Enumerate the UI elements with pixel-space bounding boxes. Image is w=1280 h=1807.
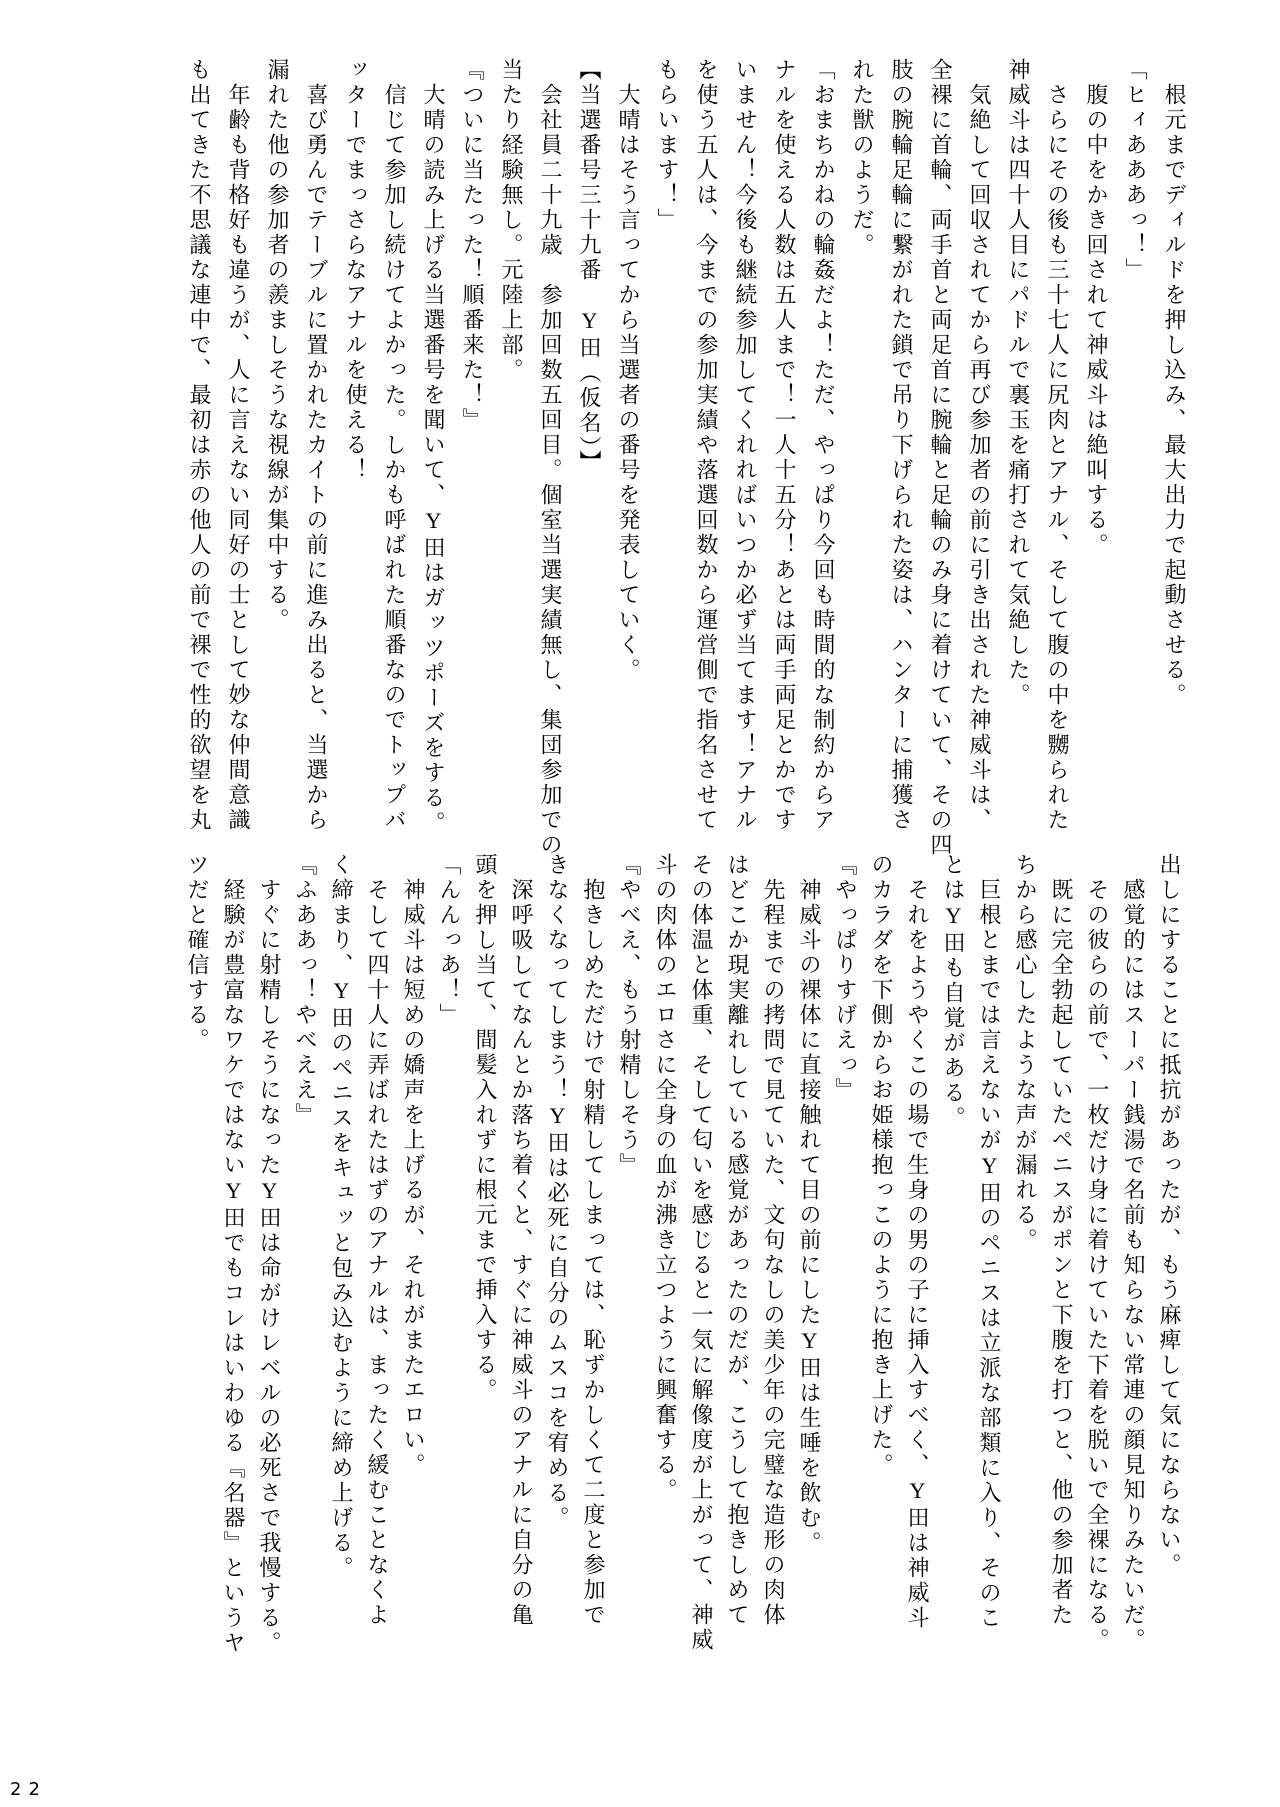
text-column: そして四十人に弄ばれたはずのアナルは、まったく緩むことなくよ <box>365 878 390 1628</box>
text-column: 気絶して回収されてから再び参加者の前に引き出された神威斗は、 <box>967 83 992 833</box>
text-column: 経験が豊富なワケではないY田でもコレはいわゆる『名器』というヤ <box>221 878 246 1656</box>
text-column: 深呼吸してなんとか落ち着くと、すぐに神威斗のアナルに自分の亀 <box>509 878 534 1628</box>
text-column: 巨根とまでは言えないがY田のペニスは立派な部類に入り、そのこ <box>977 878 1002 1631</box>
text-column: 『やっぱりすげえっ』 <box>833 853 858 1103</box>
text-column: 抱きしめただけで射精してしまっては、恥ずかしくて二度と参加で <box>581 878 606 1628</box>
text-column: 漏れた他の参加者の羨ましそうな視線が集中する。 <box>265 58 290 633</box>
text-block-lower <box>172 853 1180 1656</box>
text-column: ナルを使える人数は五人まで！一人十五分！あとは両手両足とかです <box>772 58 797 833</box>
text-column: 『やべえ、もう射精しそう』 <box>617 853 642 1178</box>
text-column: 斗の肉体のエロさに全身の血が沸き立つように興奮する。 <box>653 853 678 1503</box>
text-column: ツだと確信する。 <box>185 853 210 1053</box>
text-column: 出しにすることに抵抗があったが、もう麻痺して気にならない。 <box>1157 853 1182 1578</box>
text-column: 根元までディルドを押し込み、最大出力で起動させる。 <box>1162 83 1187 708</box>
text-column: 大晴の読み上げる当選番号を聞いて、Y田はガッツポーズをする。 <box>421 83 446 836</box>
text-column: 肢の腕輪足輪に繋がれた鎖で吊り下げられた姿は、ハンターに捕獲さ <box>889 58 914 833</box>
text-column: も出てきた不思議な連中で、最初は赤の他人の前で裸で性的欲望を丸 <box>187 58 212 833</box>
text-column: 会社員二十九歳 参加回数五回目。個室当選実績無し、集団参加での <box>538 83 563 858</box>
text-column: 『ついに当たった！順番来た！』 <box>460 58 485 433</box>
text-column: 「おまちかねの輪姦だよ！ただ、やっぱり今回も時間的な制約からア <box>811 58 836 833</box>
text-column: く締まり、Y田のペニスをキュッと包み込むように締め上げる。 <box>329 853 354 1581</box>
text-column: さらにその後も三十七人に尻肉とアナル、そして腹の中を嬲られた <box>1045 83 1070 833</box>
text-column: 全裸に首輪、両手首と両足首に腕輪と足輪のみ身に着けていて、その四 <box>928 58 953 858</box>
page-number: 22 <box>10 1779 47 1800</box>
text-column: 「ヒィあああっ！」 <box>1123 58 1148 283</box>
text-column: を使う五人は、今までの参加実績や落選回数から運営側で指名させて <box>694 58 719 833</box>
text-column: 神威斗の裸体に直接触れて目の前にしたY田は生唾を飲む。 <box>797 878 822 1556</box>
text-column: れた獣のようだ。 <box>850 58 875 258</box>
text-column: すぐに射精しそうになったY田は命がけレベルの必死さで我慢する。 <box>257 878 282 1656</box>
text-column: 感覚的にはスーパー銭湯で名前も知らない常連の顔見知りみたいだ。 <box>1121 878 1146 1653</box>
text-column: ッターでまっさらなアナルを使える！ <box>343 58 368 483</box>
text-column: 大晴はそう言ってから当選者の番号を発表していく。 <box>616 83 641 683</box>
text-column: 既に完全勃起していたペニスがポンと下腹を打つと、他の参加者た <box>1049 878 1074 1628</box>
text-column: いません！今後も継続参加してくれればいつか必ず当てます！アナル <box>733 58 758 833</box>
text-column: のカラダを下側からお姫様抱っこのように抱き上げた。 <box>869 853 894 1478</box>
text-column: 先程までの拷問で見ていた、文句なしの美少年の完璧な造形の肉体 <box>761 878 786 1628</box>
text-block-upper <box>171 58 1185 858</box>
text-column: 神威斗は四十人目にパドルで裏玉を痛打されて気絶した。 <box>1006 58 1031 708</box>
text-column: 年齢も背格好も違うが、人に言えない同好の士として妙な仲間意識 <box>226 83 251 833</box>
text-column: その彼らの前で、一枚だけ身に着けていた下着を脱いで全裸になる。 <box>1085 878 1110 1653</box>
text-column: 腹の中をかき回されて神威斗は絶叫する。 <box>1084 83 1109 558</box>
text-column: もらいます！」 <box>655 58 680 233</box>
text-column: 「んんっあ！」 <box>437 853 462 1028</box>
text-column: その体温と体重、そして匂いを感じると一気に解像度が上がって、神威 <box>689 853 714 1653</box>
text-column: 喜び勇んでテーブルに置かれたカイトの前に進み出ると、当選から <box>304 83 329 833</box>
text-column: それをようやくこの場で生身の男の子に挿入すべく、Y田は神威斗 <box>905 878 930 1631</box>
text-column: はどこか現実離れしている感覚があったのだが、こうして抱きしめて <box>725 853 750 1628</box>
text-column: 神威斗は短めの嬌声を上げるが、それがまたエロい。 <box>401 878 426 1478</box>
text-column: 【当選番号三十九番 Y田（仮名）】 <box>577 58 602 475</box>
text-column: ちから感心したような声が漏れる。 <box>1013 853 1038 1253</box>
text-column: 頭を押し当て、間髪入れずに根元まで挿入する。 <box>473 853 498 1403</box>
text-column: 当たり経験無し。元陸上部。 <box>499 58 524 383</box>
text-column: 『ふああっ！やべええ』 <box>293 853 318 1128</box>
text-column: きなくなってしまう！Y田は必死に自分のムスコを宥める。 <box>545 853 570 1531</box>
text-column: 信じて参加し続けてよかった。しかも呼ばれた順番なのでトップバ <box>382 83 407 833</box>
text-column: とはY田も自覚がある。 <box>941 853 966 1131</box>
